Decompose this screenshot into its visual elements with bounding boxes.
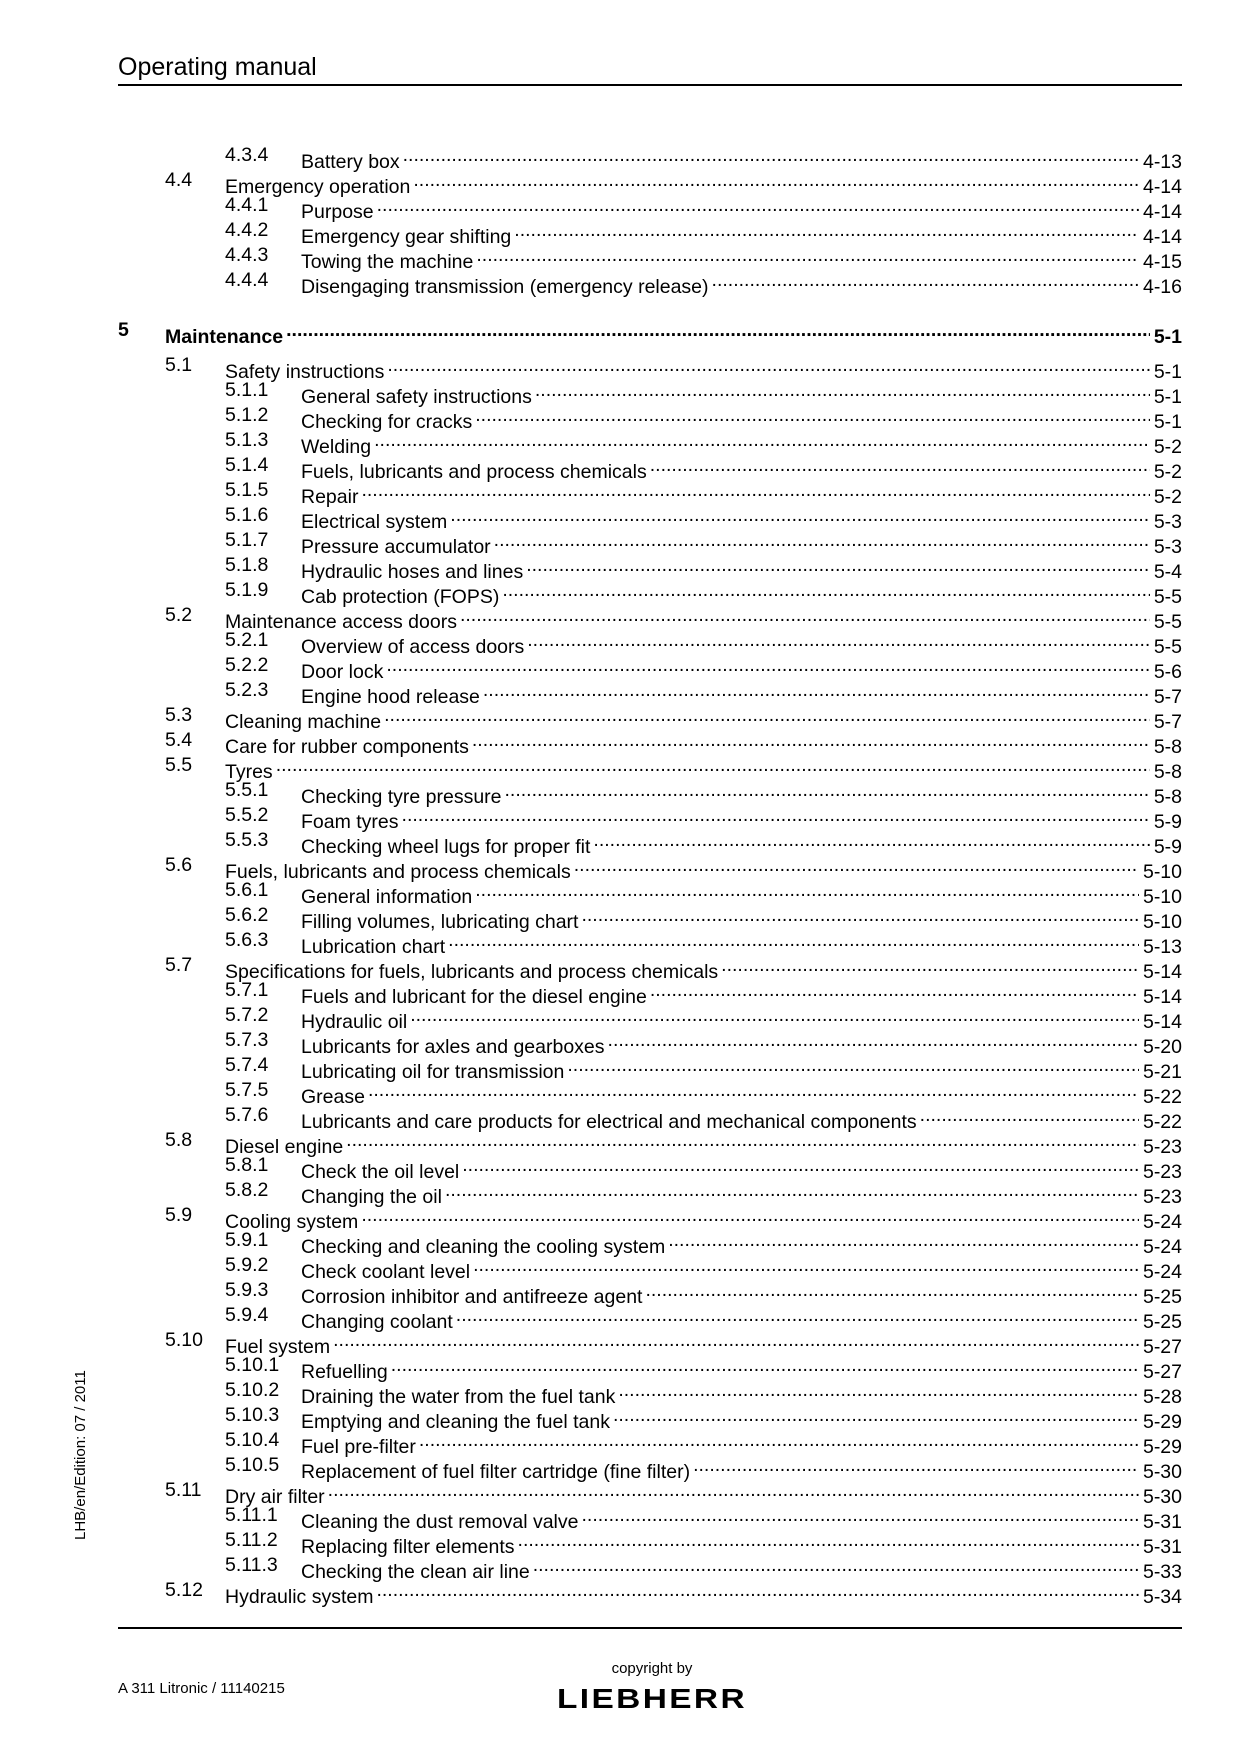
toc-dot-leader <box>286 318 1150 343</box>
toc-entry-number: 5.6.3 <box>225 929 269 951</box>
toc-entry-title: Diesel engine <box>225 1136 344 1158</box>
toc-dot-leader <box>368 1078 1139 1103</box>
toc-entry[interactable] <box>118 703 1182 733</box>
toc-entry-page: 5-24 <box>1142 1236 1182 1258</box>
toc-entry-number: 5.1.9 <box>225 579 269 601</box>
toc-entry-title: Replacement of fuel filter cartridge (fine filter) <box>301 1461 691 1483</box>
toc-entry[interactable] <box>118 628 1182 658</box>
toc-entry[interactable] <box>118 1078 1182 1108</box>
toc-entry[interactable] <box>118 1528 1182 1558</box>
toc-entry-page: 5-9 <box>1153 811 1182 833</box>
toc-dot-leader <box>535 378 1150 403</box>
toc-entry-number: 5.8 <box>165 1129 193 1151</box>
toc-entry-number: 5.1.6 <box>225 504 269 526</box>
toc-entry-title: Cab protection (FOPS) <box>301 586 500 608</box>
toc-entry-title: Checking tyre pressure <box>301 786 502 808</box>
toc-entry-title: Welding <box>301 436 372 458</box>
footer-rule <box>118 1627 1182 1629</box>
toc-entry-page: 5-20 <box>1142 1036 1182 1058</box>
toc-entry-title: Checking and cleaning the cooling system <box>301 1236 666 1258</box>
toc-dot-leader <box>419 1428 1139 1453</box>
toc-entry-title: Safety instructions <box>225 361 385 383</box>
toc-entry-title: Cleaning machine <box>225 711 382 733</box>
toc-entry[interactable] <box>118 653 1182 683</box>
toc-entry[interactable] <box>118 378 1182 408</box>
toc-dot-leader <box>502 578 1149 603</box>
toc-entry-number: 5.10.2 <box>225 1379 280 1401</box>
toc-entry-number: 5.5.1 <box>225 779 269 801</box>
toc-entry-title: Tyres <box>225 761 273 783</box>
toc-entry-title: Fuels, lubricants and process chemicals <box>225 861 571 883</box>
toc-entry[interactable] <box>118 753 1182 783</box>
toc-dot-leader <box>574 853 1139 878</box>
toc-entry-title: Disengaging transmission (emergency release) <box>301 276 709 298</box>
toc-entry-number: 5.9.1 <box>225 1229 269 1251</box>
toc-entry-number: 5.7.4 <box>225 1054 269 1076</box>
toc-entry-page: 5-23 <box>1142 1136 1182 1158</box>
toc-dot-leader <box>668 1228 1139 1253</box>
toc-entry-title: Fuels, lubricants and process chemicals <box>301 461 647 483</box>
toc-entry-title: Towing the machine <box>301 251 474 273</box>
toc-entry-page: 5-5 <box>1153 586 1182 608</box>
toc-entry-page: 5-8 <box>1153 786 1182 808</box>
toc-entry-number: 5.10.4 <box>225 1429 280 1451</box>
toc-dot-leader <box>403 143 1139 168</box>
toc-entry-page: 4-16 <box>1142 276 1182 298</box>
toc-entry-page: 5-10 <box>1142 911 1182 933</box>
toc-entry-title: Checking for cracks <box>301 411 473 433</box>
toc-entry-title: Cleaning the dust removal valve <box>301 1511 579 1533</box>
toc-entry-number: 5.2.1 <box>225 629 269 651</box>
toc-entry[interactable] <box>118 728 1182 758</box>
toc-entry-number: 5.2.2 <box>225 654 269 676</box>
toc-entry-title: Hydraulic system <box>225 1586 374 1608</box>
toc-dot-leader <box>514 218 1139 243</box>
toc-dot-leader <box>402 803 1150 828</box>
toc-entry-page: 5-25 <box>1142 1286 1182 1308</box>
toc-entry-number: 5.10.5 <box>225 1454 280 1476</box>
toc-entry-title: Emptying and cleaning the fuel tank <box>301 1411 610 1433</box>
toc-entry-title: Filling volumes, lubricating chart <box>301 911 579 933</box>
toc-entry-page: 4-13 <box>1142 151 1182 173</box>
toc-entry-number: 5.7.2 <box>225 1004 269 1026</box>
toc-entry-title: Dry air filter <box>225 1486 325 1508</box>
toc-entry[interactable] <box>118 803 1182 833</box>
toc-entry[interactable] <box>118 978 1182 1008</box>
toc-entry-title: Draining the water from the fuel tank <box>301 1386 616 1408</box>
toc-entry-number: 5.11 <box>165 1479 202 1501</box>
toc-entry-title: Emergency operation <box>225 176 411 198</box>
toc-entry[interactable] <box>118 678 1182 708</box>
toc-entry[interactable] <box>118 1228 1182 1258</box>
toc-entry-title: Door lock <box>301 661 384 683</box>
toc-entry-title: Lubricants for axles and gearboxes <box>301 1036 605 1058</box>
toc-dot-leader <box>384 703 1150 728</box>
toc-entry[interactable] <box>118 1428 1182 1458</box>
toc-entry-title: Refuelling <box>301 1361 388 1383</box>
toc-dot-leader <box>593 828 1149 853</box>
toc-entry-page: 5-2 <box>1153 461 1182 483</box>
toc-dot-leader <box>608 1028 1139 1053</box>
toc-entry-number: 4.4.2 <box>225 219 269 241</box>
toc-entry-title: Fuels and lubricant for the diesel engine <box>301 986 647 1008</box>
toc-entry-number: 5.2 <box>165 604 193 626</box>
toc-dot-leader <box>527 628 1150 653</box>
toc-entry-page: 5-31 <box>1142 1536 1182 1558</box>
toc-entry-page: 5-4 <box>1153 561 1182 583</box>
toc-dot-leader <box>328 1478 1139 1503</box>
toc-entry-title: Repair <box>301 486 359 508</box>
toc-dot-leader <box>377 193 1139 218</box>
toc-entry-page: 5-6 <box>1153 661 1182 683</box>
toc-entry-title: Hydraulic hoses and lines <box>301 561 524 583</box>
toc-dot-leader <box>476 243 1139 268</box>
toc-entry-page: 5-29 <box>1142 1411 1182 1433</box>
toc-entry-title: General safety instructions <box>301 386 532 408</box>
toc-entry-number: 5.9.2 <box>225 1254 269 1276</box>
toc-entry-page: 5-9 <box>1153 836 1182 858</box>
toc-dot-leader <box>333 1328 1139 1353</box>
toc-entry-number: 5.5.3 <box>225 829 269 851</box>
toc-entry-page: 5-13 <box>1142 936 1182 958</box>
toc-entry-number: 5.12 <box>165 1579 203 1601</box>
toc-entry[interactable] <box>118 1203 1182 1233</box>
toc-entry[interactable] <box>118 403 1182 433</box>
toc-entry-page: 5-27 <box>1142 1361 1182 1383</box>
toc-entry[interactable] <box>118 1003 1182 1033</box>
toc-entry[interactable] <box>118 828 1182 858</box>
header-rule <box>118 84 1182 86</box>
toc-entry-number: 5.1.7 <box>225 529 269 551</box>
toc-dot-leader <box>533 1553 1139 1578</box>
toc-entry-title: Fuel pre-filter <box>301 1436 416 1458</box>
toc-entry-page: 5-7 <box>1153 711 1182 733</box>
toc-entry[interactable] <box>118 578 1182 608</box>
toc-entry-title: Grease <box>301 1086 365 1108</box>
toc-dot-leader <box>505 778 1150 803</box>
toc-dot-leader <box>721 953 1139 978</box>
toc-entry-number: 5.1.2 <box>225 404 269 426</box>
toc-entry-page: 5-8 <box>1153 761 1182 783</box>
toc-dot-leader <box>613 1403 1139 1428</box>
toc-entry[interactable] <box>118 218 1182 248</box>
toc-dot-leader <box>460 603 1150 628</box>
toc-dot-leader <box>445 1178 1139 1203</box>
toc-entry-page: 5-3 <box>1153 511 1182 533</box>
toc-dot-leader <box>475 403 1150 428</box>
toc-entry-page: 5-31 <box>1142 1511 1182 1533</box>
toc-entry-number: 5.11.3 <box>225 1554 278 1576</box>
toc-entry-number: 5.1 <box>165 354 193 376</box>
toc-entry-number: 4.4.3 <box>225 244 269 266</box>
toc-entry[interactable] <box>118 428 1182 458</box>
toc-entry[interactable] <box>118 1478 1182 1508</box>
toc-dot-leader <box>413 168 1139 193</box>
toc-dot-leader <box>693 1453 1139 1478</box>
toc-entry-number: 5.8.2 <box>225 1179 269 1201</box>
toc-dot-leader <box>462 1153 1139 1178</box>
toc-entry[interactable] <box>118 1253 1182 1283</box>
toc-entry-number: 5.9.4 <box>225 1304 269 1326</box>
toc-entry-page: 5-8 <box>1153 736 1182 758</box>
toc-entry-title: Lubricants and care products for electrical and mechanical components <box>301 1111 917 1133</box>
page-header-title: Operating manual <box>118 53 317 81</box>
toc-entry-page: 5-1 <box>1153 361 1182 383</box>
toc-dot-leader <box>386 653 1149 678</box>
toc-dot-leader <box>650 978 1139 1003</box>
toc-entry[interactable] <box>118 1053 1182 1083</box>
toc-entry-page: 5-33 <box>1142 1561 1182 1583</box>
toc-entry[interactable] <box>118 1403 1182 1433</box>
toc-entry-number: 5.7.5 <box>225 1079 269 1101</box>
toc-entry-number: 5.6 <box>165 854 193 876</box>
toc-entry-page: 5-10 <box>1142 886 1182 908</box>
toc-entry-number: 5.1.8 <box>225 554 269 576</box>
toc-entry[interactable] <box>118 928 1182 958</box>
toc-entry-page: 5-28 <box>1142 1386 1182 1408</box>
toc-entry[interactable] <box>118 878 1182 908</box>
toc-entry-title: Foam tyres <box>301 811 399 833</box>
toc-entry-title: Overview of access doors <box>301 636 525 658</box>
toc-entry[interactable] <box>118 168 1182 198</box>
toc-entry-title: Fuel system <box>225 1336 331 1358</box>
toc-entry-page: 5-24 <box>1142 1261 1182 1283</box>
toc-dot-leader <box>374 428 1150 453</box>
toc-entry-number: 5.6.2 <box>225 904 269 926</box>
toc-entry-page: 5-1 <box>1153 411 1182 433</box>
copyright-text: copyright by <box>611 1660 693 1677</box>
toc-entry-number: 4.3.4 <box>225 144 269 166</box>
toc-entry[interactable] <box>118 478 1182 508</box>
toc-entry-number: 5.9 <box>165 1204 193 1226</box>
toc-entry-number: 5.1.5 <box>225 479 269 501</box>
toc-entry-number: 5.1.1 <box>225 379 269 401</box>
toc-entry[interactable] <box>118 1328 1182 1358</box>
toc-entry[interactable] <box>118 1303 1182 1333</box>
toc-dot-leader <box>448 928 1139 953</box>
toc-entry-title: Hydraulic oil <box>301 1011 408 1033</box>
toc-entry-title: Corrosion inhibitor and antifreeze agent <box>301 1286 643 1308</box>
toc-entry-title: Purpose <box>301 201 374 223</box>
toc-dot-leader <box>276 753 1150 778</box>
toc-entry-number: 4.4 <box>165 169 193 191</box>
toc-entry-title: Battery box <box>301 151 400 173</box>
toc-entry[interactable] <box>118 1103 1182 1133</box>
toc-entry-title: Check the oil level <box>301 1161 460 1183</box>
toc-dot-leader <box>473 1253 1139 1278</box>
toc-entry[interactable] <box>118 1503 1182 1533</box>
toc-entry[interactable] <box>118 143 1182 173</box>
toc-dot-leader <box>475 878 1139 903</box>
toc-entry-number: 5.3 <box>165 704 193 726</box>
toc-dot-leader <box>410 1003 1139 1028</box>
toc-entry-title: Checking wheel lugs for proper fit <box>301 836 591 858</box>
document-id: A 311 Litronic / 11140215 <box>118 1680 285 1697</box>
toc-entry-title: Emergency gear shifting <box>301 226 512 248</box>
toc-dot-leader <box>391 1353 1139 1378</box>
toc-entry[interactable] <box>118 953 1182 983</box>
toc-entry-page: 5-14 <box>1142 961 1182 983</box>
toc-entry-page: 5-23 <box>1142 1186 1182 1208</box>
toc-entry-number: 5.1.4 <box>225 454 269 476</box>
toc-entry-page: 5-7 <box>1153 686 1182 708</box>
toc-dot-leader <box>346 1128 1139 1153</box>
toc-dot-leader <box>581 903 1139 928</box>
toc-entry-title: Replacing filter elements <box>301 1536 515 1558</box>
toc-dot-leader <box>582 1503 1139 1528</box>
toc-entry-title: Lubrication chart <box>301 936 446 958</box>
toc-entry-number: 5.11.2 <box>225 1529 278 1551</box>
toc-dot-leader <box>650 453 1150 478</box>
toc-dot-leader <box>361 478 1149 503</box>
toc-dot-leader <box>518 1528 1139 1553</box>
toc-dot-leader <box>483 678 1150 703</box>
toc-entry-title: Care for rubber components <box>225 736 469 758</box>
toc-entry-page: 5-34 <box>1142 1586 1182 1608</box>
toc-entry-page: 4-14 <box>1142 226 1182 248</box>
liebherr-logo <box>552 1683 752 1713</box>
toc-dot-leader <box>526 553 1150 578</box>
toc-entry-page: 4-14 <box>1142 201 1182 223</box>
toc-entry-title: Lubricating oil for transmission <box>301 1061 565 1083</box>
toc-entry-number: 5.7.6 <box>225 1104 269 1126</box>
toc-entry-number: 4.4.1 <box>225 194 269 216</box>
toc-entry-page: 5-23 <box>1142 1161 1182 1183</box>
toc-entry-title: Cooling system <box>225 1211 359 1233</box>
toc-entry-number: 4.4.4 <box>225 269 269 291</box>
toc-entry[interactable] <box>118 1553 1182 1583</box>
toc-entry-page: 5-22 <box>1142 1086 1182 1108</box>
toc-entry[interactable] <box>118 1353 1182 1383</box>
toc-dot-leader <box>618 1378 1139 1403</box>
toc-entry[interactable] <box>118 903 1182 933</box>
toc-entry-page: 5-3 <box>1153 536 1182 558</box>
toc-entry-page: 5-25 <box>1142 1311 1182 1333</box>
toc-entry-number: 5.7.1 <box>225 979 269 1001</box>
toc-entry-title: Check coolant level <box>301 1261 471 1283</box>
toc-entry[interactable] <box>118 853 1182 883</box>
toc-entry[interactable] <box>118 1278 1182 1308</box>
toc-entry[interactable] <box>118 528 1182 558</box>
toc-entry[interactable] <box>118 778 1182 808</box>
toc-entry-page: 5-30 <box>1142 1461 1182 1483</box>
toc-entry[interactable] <box>118 553 1182 583</box>
toc-entry-number: 5.5.2 <box>225 804 269 826</box>
toc-dot-leader <box>567 1053 1139 1078</box>
toc-entry-title: Maintenance <box>165 326 284 348</box>
toc-entry-number: 5.10.1 <box>225 1354 280 1376</box>
toc-dot-leader <box>645 1278 1139 1303</box>
toc-dot-leader <box>472 728 1150 753</box>
toc-entry-title: Pressure accumulator <box>301 536 491 558</box>
toc-dot-leader <box>494 528 1150 553</box>
toc-dot-leader <box>920 1103 1139 1128</box>
logo-text: LIEBHERR <box>557 1683 747 1713</box>
toc-entry-number: 5 <box>118 319 129 341</box>
toc-entry[interactable] <box>118 1128 1182 1158</box>
toc-entry[interactable] <box>118 1178 1182 1208</box>
toc-entry-number: 5.10.3 <box>225 1404 280 1426</box>
toc-entry-title: Electrical system <box>301 511 448 533</box>
toc-entry-title: Maintenance access doors <box>225 611 457 633</box>
table-of-contents <box>118 143 1182 1608</box>
toc-entry-page: 5-1 <box>1153 386 1182 408</box>
toc-entry-number: 5.6.1 <box>225 879 269 901</box>
toc-dot-leader <box>361 1203 1139 1228</box>
toc-entry[interactable] <box>118 453 1182 483</box>
toc-entry-title: Changing coolant <box>301 1311 453 1333</box>
toc-entry-page: 5-29 <box>1142 1436 1182 1458</box>
toc-entry-page: 5-10 <box>1142 861 1182 883</box>
toc-entry[interactable] <box>118 318 1182 348</box>
toc-entry-number: 5.5 <box>165 754 193 776</box>
toc-entry[interactable] <box>118 268 1182 298</box>
toc-entry-page: 5-27 <box>1142 1336 1182 1358</box>
toc-entry-page: 5-2 <box>1153 486 1182 508</box>
toc-dot-leader <box>456 1303 1139 1328</box>
toc-entry-page: 5-5 <box>1153 611 1182 633</box>
toc-entry[interactable] <box>118 243 1182 273</box>
toc-entry[interactable] <box>118 603 1182 633</box>
toc-entry-page: 5-2 <box>1153 436 1182 458</box>
toc-entry-number: 5.4 <box>165 729 193 751</box>
toc-dot-leader <box>450 503 1150 528</box>
toc-entry-page: 5-30 <box>1142 1486 1182 1508</box>
toc-entry-title: Changing the oil <box>301 1186 442 1208</box>
toc-entry-number: 5.8.1 <box>225 1154 269 1176</box>
toc-entry-number: 5.11.1 <box>225 1504 278 1526</box>
toc-entry[interactable] <box>118 1453 1182 1483</box>
toc-entry-page: 5-21 <box>1142 1061 1182 1083</box>
toc-entry-title: Engine hood release <box>301 686 480 708</box>
toc-entry[interactable] <box>118 503 1182 533</box>
toc-entry-number: 5.9.3 <box>225 1279 269 1301</box>
toc-entry-number: 5.7.3 <box>225 1029 269 1051</box>
toc-entry-page: 5-22 <box>1142 1111 1182 1133</box>
toc-entry[interactable] <box>118 193 1182 223</box>
toc-dot-leader <box>712 268 1139 293</box>
toc-dot-leader <box>387 353 1149 378</box>
edition-label: LHB/en/Edition: 07 / 2011 <box>72 1370 89 1540</box>
toc-entry-page: 5-24 <box>1142 1211 1182 1233</box>
toc-entry-title: General information <box>301 886 473 908</box>
toc-entry[interactable] <box>118 1578 1182 1608</box>
toc-entry-number: 5.1.3 <box>225 429 269 451</box>
toc-entry-title: Checking the clean air line <box>301 1561 530 1583</box>
toc-entry[interactable] <box>118 1378 1182 1408</box>
toc-entry-number: 5.10 <box>165 1329 203 1351</box>
toc-entry[interactable] <box>118 353 1182 383</box>
toc-entry[interactable] <box>118 1028 1182 1058</box>
toc-entry-page: 5-14 <box>1142 986 1182 1008</box>
toc-entry-page: 4-14 <box>1142 176 1182 198</box>
toc-entry-number: 5.7 <box>165 954 193 976</box>
toc-entry-page: 5-5 <box>1153 636 1182 658</box>
toc-entry-title: Specifications for fuels, lubricants and process chemicals <box>225 961 719 983</box>
toc-entry-number: 5.2.3 <box>225 679 269 701</box>
toc-entry-page: 4-15 <box>1142 251 1182 273</box>
toc-entry-page: 5-14 <box>1142 1011 1182 1033</box>
toc-entry-page: 5-1 <box>1153 326 1182 348</box>
toc-entry[interactable] <box>118 1153 1182 1183</box>
toc-dot-leader <box>376 1578 1139 1603</box>
